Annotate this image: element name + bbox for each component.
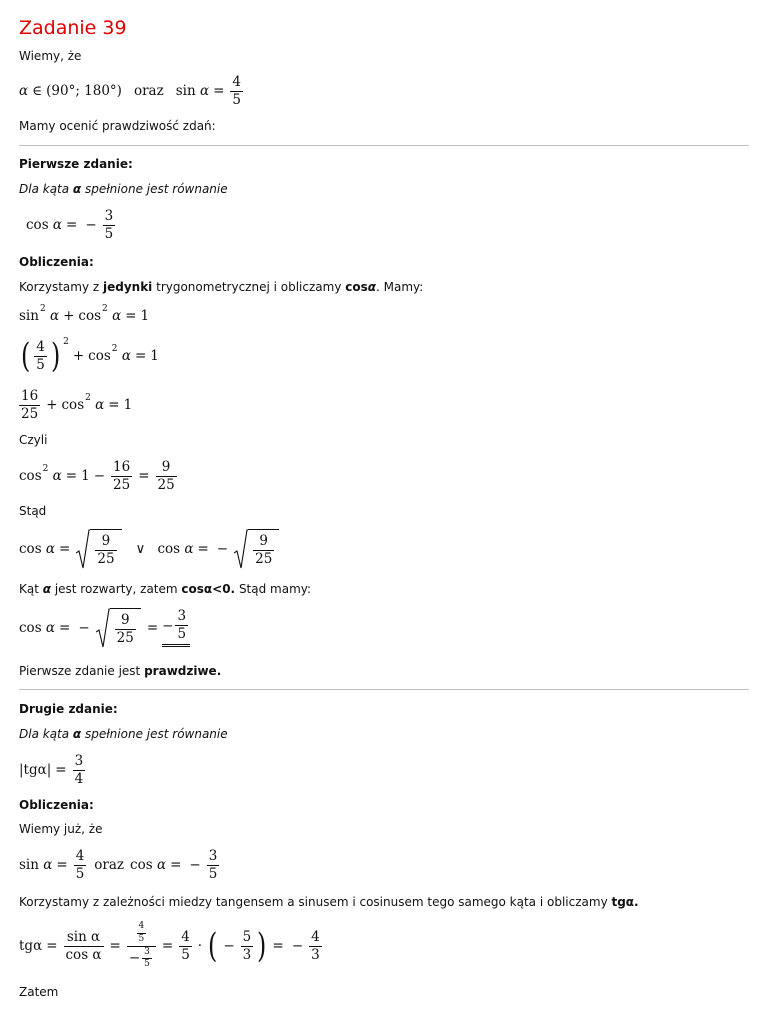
sqrt-symbol: $\frac{9}{25}$: [234, 529, 279, 569]
section1-method-text: Korzystamy z jedynki trygonometrycznej i obliczamy cosα. Mamy:: [19, 280, 424, 294]
intro-text: Wiemy, że: [19, 49, 82, 63]
equation-line-1: sin 2 α + cos 2 α = 1: [19, 304, 150, 324]
equation-line-5: cos α = $\frac{9}{25}$ ∨ cos α = − $\frac{9}{25}$: [19, 527, 281, 571]
section2-equation: |tgα| = $\frac{3}{4}$: [19, 752, 84, 787]
math-equals: =: [213, 83, 225, 99]
zatem-text: Zatem: [19, 985, 59, 999]
section1-heading: Pierwsze zdanie:: [19, 157, 133, 171]
section2-known-values: sin α = $\frac{4}{5}$ oraz cos α = − $\frac{3}{5}$: [19, 847, 218, 882]
section2-tangent-calc: tgα = $\frac{\text{sin α}}{\text{cos α}}$ = $\frac{4}{5}$ − $\frac{3}{5}$ = $\frac{4}{5}$ · ( − $\frac{5}{3}$ ) = − $\frac{4}{3}$: [19, 920, 320, 970]
kat-text: Kąt α jest rozwarty, zatem cosα<0. Stąd mamy:: [19, 582, 312, 596]
section1-equation: cos α = − $\frac{3}{5}$: [26, 207, 114, 242]
equation-line-2: ( $\frac{4}{5}$ ) 2 + cos 2 α = 1: [20, 336, 159, 376]
math-sin: sin: [175, 83, 196, 99]
complex-fraction: $\frac{4}{5}$ − $\frac{3}{5}$: [127, 922, 156, 971]
wiemy-juz-text: Wiemy już, że: [19, 822, 103, 836]
math-in: ∈: [32, 83, 43, 99]
task-text: Mamy ocenić prawdziwość zdań:: [19, 119, 216, 133]
czyli-text: Czyli: [19, 433, 48, 447]
equation-line-6: cos α = − $\frac{9}{25}$ = − $\frac{3}{5}$: [19, 605, 190, 651]
section1-calc-heading: Obliczenia:: [19, 255, 94, 269]
math-alpha: α: [19, 83, 29, 99]
divider: [19, 689, 749, 690]
section1-statement: Dla kąta α spełnione jest równanie: [19, 182, 228, 196]
math-oraz: oraz: [133, 83, 164, 99]
section2-statement: Dla kąta α spełnione jest równanie: [19, 727, 228, 741]
section2-calc-heading: Obliczenia:: [19, 798, 94, 812]
math-interval: (90°; 180°): [46, 83, 122, 99]
equation-line-4: cos 2 α = 1 − $\frac{16}{25}$ = $\frac{9}{25}$: [19, 458, 175, 493]
math-fraction: $\frac{4}{5}$: [232, 73, 241, 108]
section2-heading: Drugie zdanie:: [19, 702, 118, 716]
stad-text: Stąd: [19, 504, 47, 518]
math-alpha: α: [199, 83, 210, 99]
equation-line-3: $\frac{16}{25}$ + cos 2 α = 1: [21, 387, 133, 422]
section2-method-text: Korzystamy z zależności miedzy tangensem a sinusem i cosinusem tego samego kąta i obliczamy tgα.: [19, 895, 639, 909]
page-title: Zadanie 39: [19, 17, 127, 39]
section1-conclusion: Pierwsze zdanie jest prawdziwe.: [19, 664, 222, 678]
sqrt-symbol: $\frac{9}{25}$: [96, 608, 141, 648]
final-answer: − $\frac{3}{5}$: [162, 609, 190, 647]
given-equation: [19, 72, 245, 110]
divider: [19, 145, 749, 146]
sqrt-symbol: $\frac{9}{25}$: [76, 529, 121, 569]
